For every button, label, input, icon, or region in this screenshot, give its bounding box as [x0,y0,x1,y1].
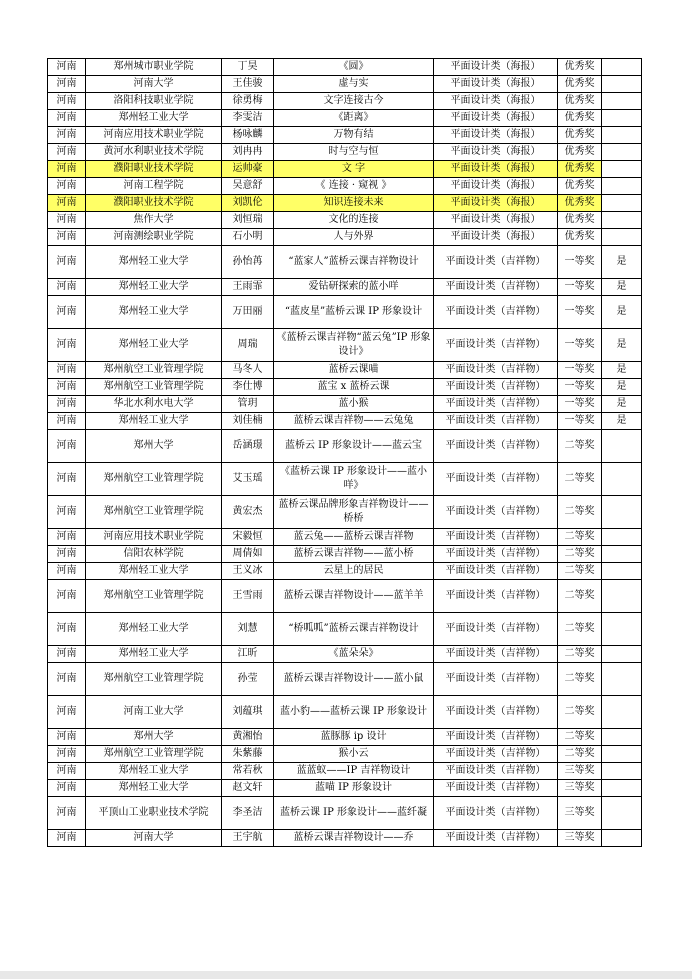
cell-award: 一等奖 [558,296,602,329]
table-row [48,696,642,729]
cell-award: 优秀奖 [558,144,602,161]
cell-name: 朱紫藤 [222,746,274,763]
cell-flag [602,144,642,161]
cell-award: 三等奖 [558,797,602,830]
cell-flag [602,613,642,646]
cell-name: 王雨霏 [222,279,274,296]
cell-category: 平面设计类（海报） [434,195,558,212]
table-row [48,580,642,613]
cell-flag [602,178,642,195]
cell-award: 二等奖 [558,580,602,613]
cell-province: 河南 [48,127,86,144]
table-row [48,729,642,746]
cell-name: 刘蕴琪 [222,696,274,729]
cell-province: 河南 [48,362,86,379]
cell-title: 蓝桥云课吉祥物设计——蓝羊羊 [274,580,434,613]
cell-school: 濮阳职业技术学院 [86,161,222,178]
cell-category: 平面设计类（吉祥物） [434,663,558,696]
cell-province: 河南 [48,379,86,396]
cell-school: 郑州航空工业管理学院 [86,379,222,396]
cell-category: 平面设计类（吉祥物） [434,279,558,296]
cell-school: 河南大学 [86,830,222,847]
cell-category: 平面设计类（吉祥物） [434,563,558,580]
cell-title: 蓝桥云课 IP 形象设计——蓝纤凝 [274,797,434,830]
cell-award: 二等奖 [558,663,602,696]
cell-name: 岳涵璟 [222,430,274,463]
cell-province: 河南 [48,797,86,830]
cell-flag: 是 [602,279,642,296]
cell-school: 华北水利水电大学 [86,396,222,413]
cell-flag [602,663,642,696]
cell-flag [602,59,642,76]
cell-province: 河南 [48,746,86,763]
cell-school: 河南工程学院 [86,178,222,195]
cell-flag [602,546,642,563]
cell-province: 河南 [48,663,86,696]
cell-title: 蓝云兔——蓝桥云课吉祥物 [274,529,434,546]
cell-school: 郑州轻工业大学 [86,329,222,362]
cell-title: 《蓝桥云课吉祥物“蓝云兔”IP 形象设计》 [274,329,434,362]
cell-category: 平面设计类（吉祥物） [434,746,558,763]
cell-title: “蓝家人”蓝桥云课吉祥物设计 [274,246,434,279]
cell-flag: 是 [602,329,642,362]
cell-award: 二等奖 [558,430,602,463]
cell-category: 平面设计类（吉祥物） [434,463,558,496]
cell-category: 平面设计类（吉祥物） [434,413,558,430]
cell-award: 优秀奖 [558,229,602,246]
cell-name: 王义冰 [222,563,274,580]
cell-school: 洛阳科技职业学院 [86,93,222,110]
table-row [48,663,642,696]
cell-name: 刘佳楠 [222,413,274,430]
cell-title: 万物有结 [274,127,434,144]
cell-province: 河南 [48,413,86,430]
cell-name: 丁昊 [222,59,274,76]
cell-award: 优秀奖 [558,59,602,76]
cell-title: 虚与实 [274,76,434,93]
cell-school: 郑州轻工业大学 [86,110,222,127]
cell-name: 周倩如 [222,546,274,563]
cell-flag [602,430,642,463]
cell-school: 河南工业大学 [86,696,222,729]
cell-title: 《距离》 [274,110,434,127]
cell-award: 二等奖 [558,696,602,729]
cell-award: 一等奖 [558,362,602,379]
cell-name: 宋毅恒 [222,529,274,546]
cell-school: 郑州航空工业管理学院 [86,746,222,763]
cell-flag [602,76,642,93]
cell-award: 三等奖 [558,780,602,797]
cell-category: 平面设计类（海报） [434,178,558,195]
cell-flag [602,212,642,229]
cell-flag [602,563,642,580]
cell-flag [602,161,642,178]
cell-name: 王佳骏 [222,76,274,93]
cell-province: 河南 [48,178,86,195]
cell-title: 文化的连接 [274,212,434,229]
table-row [48,430,642,463]
cell-flag [602,229,642,246]
cell-province: 河南 [48,161,86,178]
cell-title: 蓝桥云课吉祥物设计——蓝小鼠 [274,663,434,696]
cell-province: 河南 [48,144,86,161]
cell-school: 河南应用技术职业学院 [86,529,222,546]
cell-name: 孙怡苒 [222,246,274,279]
cell-flag [602,127,642,144]
awards-table [47,58,642,847]
cell-school: 郑州大学 [86,729,222,746]
cell-school: 郑州轻工业大学 [86,279,222,296]
cell-name: 孙莹 [222,663,274,696]
cell-award: 二等奖 [558,463,602,496]
cell-title: 蓝小豹——蓝桥云课 IP 形象设计 [274,696,434,729]
cell-name: 黄湘怡 [222,729,274,746]
cell-category: 平面设计类（吉祥物） [434,763,558,780]
cell-school: 郑州航空工业管理学院 [86,580,222,613]
cell-province: 河南 [48,613,86,646]
cell-title: 《蓝朵朵》 [274,646,434,663]
table-row [48,279,642,296]
cell-province: 河南 [48,396,86,413]
cell-title: 蓝宝 x 蓝桥云课 [274,379,434,396]
cell-award: 二等奖 [558,646,602,663]
cell-category: 平面设计类（吉祥物） [434,696,558,729]
cell-name: 万田丽 [222,296,274,329]
cell-school: 信阳农林学院 [86,546,222,563]
cell-flag [602,195,642,212]
cell-school: 郑州轻工业大学 [86,646,222,663]
cell-name: 王雪雨 [222,580,274,613]
cell-category: 平面设计类（吉祥物） [434,797,558,830]
cell-school: 郑州轻工业大学 [86,563,222,580]
cell-title: “蓝皮星”蓝桥云课 IP 形象设计 [274,296,434,329]
cell-province: 河南 [48,76,86,93]
table-row [48,496,642,529]
cell-name: 艾玉瑶 [222,463,274,496]
table-row [48,546,642,563]
table-row [48,780,642,797]
cell-award: 优秀奖 [558,110,602,127]
cell-flag: 是 [602,362,642,379]
cell-name: 周瑞 [222,329,274,362]
cell-flag [602,763,642,780]
cell-school: 郑州航空工业管理学院 [86,463,222,496]
cell-award: 优秀奖 [558,93,602,110]
cell-flag [602,729,642,746]
cell-name: 江昕 [222,646,274,663]
cell-award: 一等奖 [558,379,602,396]
cell-name: 王宇航 [222,830,274,847]
cell-province: 河南 [48,195,86,212]
cell-flag: 是 [602,296,642,329]
table-row [48,161,642,178]
cell-category: 平面设计类（海报） [434,229,558,246]
cell-title: 猴小云 [274,746,434,763]
table-row [48,178,642,195]
cell-school: 郑州轻工业大学 [86,780,222,797]
cell-school: 河南应用技术职业学院 [86,127,222,144]
cell-award: 一等奖 [558,246,602,279]
cell-province: 河南 [48,59,86,76]
table-row [48,646,642,663]
cell-title: 蓝桥云课吉祥物——云兔兔 [274,413,434,430]
cell-category: 平面设计类（海报） [434,127,558,144]
cell-name: 杨咏麟 [222,127,274,144]
table-row [48,144,642,161]
cell-category: 平面设计类（吉祥物） [434,646,558,663]
cell-category: 平面设计类（海报） [434,110,558,127]
cell-award: 三等奖 [558,830,602,847]
cell-category: 平面设计类（海报） [434,59,558,76]
cell-category: 平面设计类（吉祥物） [434,246,558,279]
table-row [48,127,642,144]
cell-award: 一等奖 [558,396,602,413]
cell-title: 爱钻研探索的蓝小咩 [274,279,434,296]
cell-category: 平面设计类（吉祥物） [434,580,558,613]
table-row [48,59,642,76]
cell-province: 河南 [48,246,86,279]
cell-category: 平面设计类（吉祥物） [434,296,558,329]
cell-title: 蓝桥云课吉祥物——蓝小桥 [274,546,434,563]
cell-category: 平面设计类（吉祥物） [434,613,558,646]
cell-award: 二等奖 [558,746,602,763]
cell-province: 河南 [48,830,86,847]
cell-award: 二等奖 [558,729,602,746]
cell-title: 《圆》 [274,59,434,76]
cell-name: 刘慧 [222,613,274,646]
cell-school: 郑州城市职业学院 [86,59,222,76]
cell-province: 河南 [48,212,86,229]
cell-province: 河南 [48,430,86,463]
table-row [48,329,642,362]
cell-award: 优秀奖 [558,178,602,195]
cell-school: 郑州轻工业大学 [86,613,222,646]
cell-flag: 是 [602,379,642,396]
cell-province: 河南 [48,329,86,362]
table-row [48,76,642,93]
cell-school: 郑州航空工业管理学院 [86,496,222,529]
cell-name: 刘凯伦 [222,195,274,212]
cell-title: 蓝蓝蚁——IP 吉祥物设计 [274,763,434,780]
cell-title: “桥呱呱”蓝桥云课吉祥物设计 [274,613,434,646]
cell-province: 河南 [48,696,86,729]
cell-category: 平面设计类（海报） [434,144,558,161]
cell-province: 河南 [48,296,86,329]
cell-province: 河南 [48,463,86,496]
cell-school: 焦作大学 [86,212,222,229]
table-row [48,110,642,127]
table-row [48,563,642,580]
cell-category: 平面设计类（海报） [434,161,558,178]
cell-school: 平顶山工业职业技术学院 [86,797,222,830]
cell-title: 蓝桥云课吉祥物设计——乔 [274,830,434,847]
cell-province: 河南 [48,729,86,746]
cell-category: 平面设计类（海报） [434,93,558,110]
cell-flag [602,529,642,546]
cell-award: 优秀奖 [558,127,602,144]
cell-province: 河南 [48,563,86,580]
table-row [48,93,642,110]
cell-award: 二等奖 [558,563,602,580]
cell-award: 二等奖 [558,546,602,563]
cell-award: 二等奖 [558,613,602,646]
cell-flag [602,463,642,496]
cell-category: 平面设计类（吉祥物） [434,780,558,797]
cell-school: 郑州轻工业大学 [86,413,222,430]
cell-province: 河南 [48,529,86,546]
cell-category: 平面设计类（吉祥物） [434,830,558,847]
cell-title: 《蓝桥云课 IP 形象设计——蓝小咩》 [274,463,434,496]
cell-award: 二等奖 [558,529,602,546]
cell-school: 郑州航空工业管理学院 [86,663,222,696]
cell-category: 平面设计类（吉祥物） [434,396,558,413]
cell-province: 河南 [48,580,86,613]
cell-flag: 是 [602,396,642,413]
cell-province: 河南 [48,279,86,296]
table-row [48,529,642,546]
cell-province: 河南 [48,763,86,780]
cell-name: 刘冉冉 [222,144,274,161]
cell-name: 马冬人 [222,362,274,379]
table-row [48,246,642,279]
cell-school: 郑州大学 [86,430,222,463]
cell-title: 蓝桥云课品牌形象吉祥物设计——桥桥 [274,496,434,529]
cell-title: 蓝小猴 [274,396,434,413]
cell-category: 平面设计类（吉祥物） [434,379,558,396]
cell-award: 二等奖 [558,496,602,529]
table-row [48,463,642,496]
cell-title: 蓝豚豚 ip 设计 [274,729,434,746]
cell-title: 蓝桥云课喵 [274,362,434,379]
page-bottom-bar [0,971,692,979]
cell-name: 管玥 [222,396,274,413]
cell-school: 河南大学 [86,76,222,93]
cell-award: 优秀奖 [558,76,602,93]
cell-flag: 是 [602,413,642,430]
cell-province: 河南 [48,93,86,110]
cell-title: 云星上的居民 [274,563,434,580]
cell-flag [602,93,642,110]
cell-category: 平面设计类（吉祥物） [434,729,558,746]
cell-title: 文字连接古今 [274,93,434,110]
cell-name: 刘恒瑞 [222,212,274,229]
cell-flag [602,496,642,529]
table-row [48,746,642,763]
cell-province: 河南 [48,646,86,663]
cell-category: 平面设计类（海报） [434,76,558,93]
cell-school: 黄河水利职业技术学院 [86,144,222,161]
cell-name: 运帅豪 [222,161,274,178]
cell-title: 文 字 [274,161,434,178]
cell-title: 人与外界 [274,229,434,246]
cell-award: 一等奖 [558,413,602,430]
cell-category: 平面设计类（吉祥物） [434,430,558,463]
cell-award: 优秀奖 [558,195,602,212]
cell-name: 石小明 [222,229,274,246]
cell-name: 黄宏杰 [222,496,274,529]
cell-school: 郑州轻工业大学 [86,763,222,780]
cell-title: 蓝桥云 IP 形象设计——蓝云宝 [274,430,434,463]
cell-title: 知识连接未来 [274,195,434,212]
table-row [48,296,642,329]
table-row [48,413,642,430]
cell-flag [602,646,642,663]
cell-province: 河南 [48,546,86,563]
cell-title: 时与空与恒 [274,144,434,161]
table-row [48,396,642,413]
cell-name: 常若秋 [222,763,274,780]
cell-category: 平面设计类（吉祥物） [434,546,558,563]
cell-category: 平面设计类（吉祥物） [434,329,558,362]
cell-school: 濮阳职业技术学院 [86,195,222,212]
table-row [48,212,642,229]
cell-flag [602,780,642,797]
table-row [48,229,642,246]
cell-award: 三等奖 [558,763,602,780]
cell-name: 赵文轩 [222,780,274,797]
cell-province: 河南 [48,496,86,529]
table-row [48,195,642,212]
cell-flag [602,830,642,847]
table-row [48,763,642,780]
cell-school: 河南测绘职业学院 [86,229,222,246]
cell-name: 李圣洁 [222,797,274,830]
cell-award: 一等奖 [558,279,602,296]
cell-category: 平面设计类（海报） [434,212,558,229]
cell-category: 平面设计类（吉祥物） [434,496,558,529]
cell-name: 吴意舒 [222,178,274,195]
table-row [48,797,642,830]
cell-province: 河南 [48,780,86,797]
awards-table-body [48,59,642,847]
cell-name: 李仕博 [222,379,274,396]
cell-title: 《 连接 · 窥视 》 [274,178,434,195]
cell-name: 李雯洁 [222,110,274,127]
cell-school: 郑州轻工业大学 [86,296,222,329]
cell-flag [602,696,642,729]
cell-flag [602,110,642,127]
cell-school: 郑州航空工业管理学院 [86,362,222,379]
cell-title: 蓝喵 IP 形象设计 [274,780,434,797]
cell-award: 优秀奖 [558,161,602,178]
cell-category: 平面设计类（吉祥物） [434,362,558,379]
cell-category: 平面设计类（吉祥物） [434,529,558,546]
cell-flag [602,797,642,830]
cell-school: 郑州轻工业大学 [86,246,222,279]
table-row [48,830,642,847]
table-row [48,362,642,379]
cell-award: 优秀奖 [558,212,602,229]
cell-award: 一等奖 [558,329,602,362]
cell-name: 徐勇梅 [222,93,274,110]
cell-province: 河南 [48,110,86,127]
cell-flag [602,580,642,613]
cell-province: 河南 [48,229,86,246]
table-row [48,613,642,646]
cell-flag [602,746,642,763]
cell-flag: 是 [602,246,642,279]
table-row [48,379,642,396]
